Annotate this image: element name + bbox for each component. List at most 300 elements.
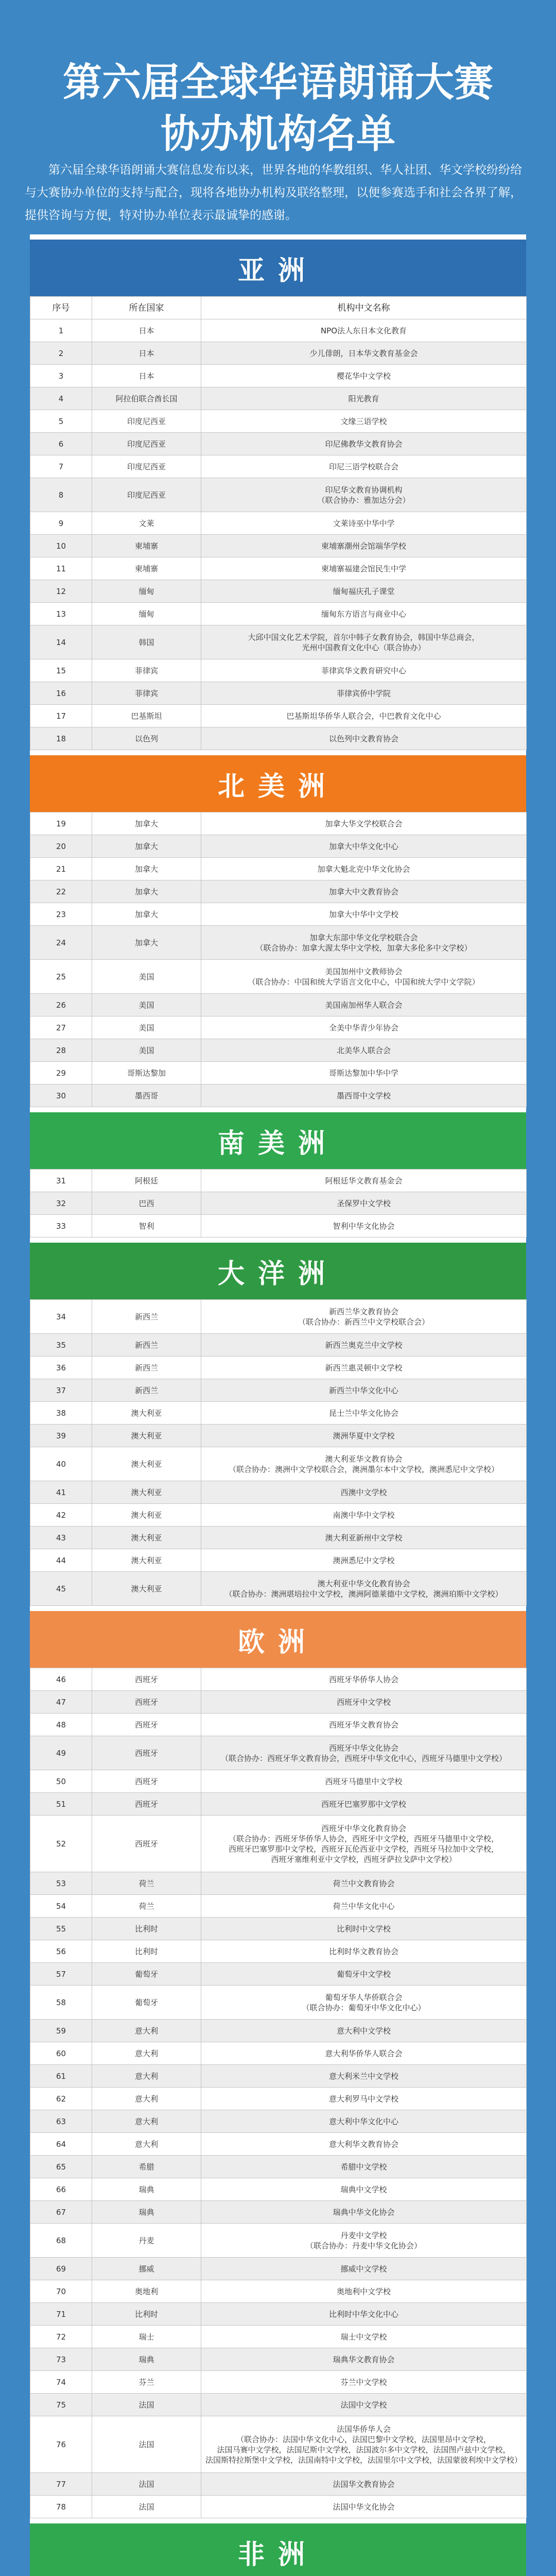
row-number: 50 xyxy=(30,1770,92,1793)
row-organization: 菲律宾侨中学院 xyxy=(201,682,527,705)
table-row xyxy=(30,2280,527,2303)
table-row xyxy=(30,2473,527,2496)
organization-table xyxy=(30,812,527,1107)
row-organization: 缅甸东方语言与商业中心 xyxy=(201,603,527,625)
region-header: 非洲 xyxy=(30,2518,526,2576)
row-organization: 比利时中华文化中心 xyxy=(201,2303,527,2326)
table-row xyxy=(30,1425,527,1447)
row-organization: 柬埔寨潮州会馆端华学校 xyxy=(201,535,527,557)
row-organization: 印尼三语学校联合会 xyxy=(201,455,527,478)
row-number: 33 xyxy=(30,1215,92,1238)
row-organization: 新西兰惠灵顿中文学校 xyxy=(201,1357,527,1379)
row-organization: 澳大利亚新州中文学校 xyxy=(201,1527,527,1549)
row-organization: 西班牙中文学校 xyxy=(201,1691,527,1714)
row-number: 62 xyxy=(30,2088,92,2110)
table-row xyxy=(30,705,527,727)
row-number: 77 xyxy=(30,2473,92,2496)
row-number: 22 xyxy=(30,880,92,903)
header-organization: 机构中文名称 xyxy=(201,297,527,319)
table-row xyxy=(30,1895,527,1918)
row-organization: 印尼佛教华文教育协会 xyxy=(201,433,527,455)
row-country: 加拿大 xyxy=(92,880,201,903)
row-number: 34 xyxy=(30,1300,92,1334)
table-row xyxy=(30,727,527,750)
row-number: 16 xyxy=(30,682,92,705)
row-organization: 芬兰中文学校 xyxy=(201,2371,527,2394)
row-organization: 新西兰中华文化中心 xyxy=(201,1379,527,1402)
row-country: 柬埔寨 xyxy=(92,535,201,557)
table-row xyxy=(30,625,527,659)
row-organization: 智利中华文化协会 xyxy=(201,1215,527,1238)
row-country: 意大利 xyxy=(92,2065,201,2088)
row-country: 加拿大 xyxy=(92,926,201,960)
row-organization: 意大利华文教育协会 xyxy=(201,2133,527,2156)
row-country: 印度尼西亚 xyxy=(92,433,201,455)
row-country: 意大利 xyxy=(92,2133,201,2156)
row-country: 瑞典 xyxy=(92,2348,201,2371)
row-country: 澳大利亚 xyxy=(92,1425,201,1447)
row-number: 69 xyxy=(30,2258,92,2280)
row-country: 加拿大 xyxy=(92,858,201,880)
table-row xyxy=(30,1668,527,1691)
row-country: 比利时 xyxy=(92,1940,201,1963)
row-country: 澳大利亚 xyxy=(92,1481,201,1504)
table-row xyxy=(30,535,527,557)
table-row xyxy=(30,1192,527,1215)
row-organization: 墨西哥中文学校 xyxy=(201,1084,527,1107)
table-row xyxy=(30,2020,527,2042)
row-country: 墨西哥 xyxy=(92,1084,201,1107)
row-number: 37 xyxy=(30,1379,92,1402)
table-row xyxy=(30,2371,527,2394)
table-row xyxy=(30,2496,527,2518)
row-country: 法国 xyxy=(92,2416,201,2473)
row-organization: 南澳中华中文学校 xyxy=(201,1504,527,1527)
row-number: 56 xyxy=(30,1940,92,1963)
table-row xyxy=(30,433,527,455)
table-row xyxy=(30,580,527,603)
row-country: 柬埔寨 xyxy=(92,557,201,580)
row-number: 55 xyxy=(30,1918,92,1940)
row-organization: 法国中文学校 xyxy=(201,2394,527,2416)
row-country: 意大利 xyxy=(92,2042,201,2065)
row-organization: 昆士兰中华文化协会 xyxy=(201,1402,527,1425)
row-country: 缅甸 xyxy=(92,580,201,603)
row-country: 新西兰 xyxy=(92,1334,201,1357)
row-number: 35 xyxy=(30,1334,92,1357)
row-number: 42 xyxy=(30,1504,92,1527)
row-organization: 加拿大中华文化中心 xyxy=(201,835,527,858)
row-organization: 全美中华青少年协会 xyxy=(201,1016,527,1039)
table-row xyxy=(30,2088,527,2110)
row-country: 阿拉伯联合酋长国 xyxy=(92,387,201,410)
table-row xyxy=(30,2258,527,2280)
row-number: 36 xyxy=(30,1357,92,1379)
row-number: 31 xyxy=(30,1170,92,1192)
row-organization: 西班牙华侨华人协会 xyxy=(201,1668,527,1691)
table-row xyxy=(30,858,527,880)
row-number: 12 xyxy=(30,580,92,603)
row-country: 澳大利亚 xyxy=(92,1549,201,1572)
row-organization: 瑞典华文教育协会 xyxy=(201,2348,527,2371)
organization-list xyxy=(30,234,526,2576)
row-country: 哥斯达黎加 xyxy=(92,1062,201,1084)
row-country: 阿根廷 xyxy=(92,1170,201,1192)
row-number: 40 xyxy=(30,1447,92,1481)
row-organization: 意大利米兰中文学校 xyxy=(201,2065,527,2088)
row-number: 11 xyxy=(30,557,92,580)
row-organization: 少儿俳朗，日本华文教育基金会 xyxy=(201,342,527,365)
organization-table xyxy=(30,296,527,750)
row-number: 72 xyxy=(30,2326,92,2348)
table-row xyxy=(30,2133,527,2156)
table-row xyxy=(30,2303,527,2326)
table-row xyxy=(30,1816,527,1872)
table-row xyxy=(30,880,527,903)
row-country: 美国 xyxy=(92,1039,201,1062)
row-country: 西班牙 xyxy=(92,1736,201,1770)
row-number: 14 xyxy=(30,625,92,659)
row-number: 32 xyxy=(30,1192,92,1215)
row-number: 25 xyxy=(30,960,92,994)
table-row xyxy=(30,1714,527,1736)
row-country: 新西兰 xyxy=(92,1357,201,1379)
row-organization: 意大利华侨华人联合会 xyxy=(201,2042,527,2065)
row-organization: 澳大利亚中华文化教育协会 （联合协办：澳洲堪培拉中文学校，澳洲阿德莱德中文学校，澳洲珀斯中文学校） xyxy=(201,1572,527,1606)
row-organization: 瑞士中文学校 xyxy=(201,2326,527,2348)
row-number: 44 xyxy=(30,1549,92,1572)
row-country: 美国 xyxy=(92,1016,201,1039)
row-country: 意大利 xyxy=(92,2088,201,2110)
row-number: 59 xyxy=(30,2020,92,2042)
table-row xyxy=(30,319,527,342)
row-organization: 新西兰奥克兰中文学校 xyxy=(201,1334,527,1357)
table-row xyxy=(30,1770,527,1793)
row-organization: 加拿大东部中华文化学校联合会 （联合协办：加拿大渥太华中文学校，加拿大多伦多中文学校） xyxy=(201,926,527,960)
table-row xyxy=(30,1793,527,1816)
table-row xyxy=(30,387,527,410)
title-line-2: 协办机构名单 xyxy=(161,111,395,157)
table-row xyxy=(30,2416,527,2473)
row-number: 66 xyxy=(30,2178,92,2201)
row-organization: 圣保罗中文学校 xyxy=(201,1192,527,1215)
row-country: 智利 xyxy=(92,1215,201,1238)
table-row xyxy=(30,2110,527,2133)
row-country: 韩国 xyxy=(92,625,201,659)
row-number: 49 xyxy=(30,1736,92,1770)
row-country: 澳大利亚 xyxy=(92,1402,201,1425)
row-organization: 瑞典中华文化协会 xyxy=(201,2201,527,2224)
table-row xyxy=(30,2348,527,2371)
table-row xyxy=(30,812,527,835)
row-organization: 美国加州中文教师协会 （联合协办：中国和统大学语言文化中心，中国和统大学中文学院） xyxy=(201,960,527,994)
table-row xyxy=(30,365,527,387)
table-row xyxy=(30,1527,527,1549)
row-organization: 文莱诗巫中华中学 xyxy=(201,512,527,535)
row-country: 印度尼西亚 xyxy=(92,455,201,478)
table-row xyxy=(30,455,527,478)
row-organization: 瑞典中文学校 xyxy=(201,2178,527,2201)
table-row xyxy=(30,1379,527,1402)
table-row xyxy=(30,1940,527,1963)
row-country: 西班牙 xyxy=(92,1714,201,1736)
row-country: 加拿大 xyxy=(92,903,201,926)
row-country: 瑞典 xyxy=(92,2178,201,2201)
table-row xyxy=(30,2065,527,2088)
row-number: 60 xyxy=(30,2042,92,2065)
table-row xyxy=(30,1447,527,1481)
table-row xyxy=(30,1504,527,1527)
table-header-row xyxy=(30,297,527,319)
table-row xyxy=(30,1357,527,1379)
table-row xyxy=(30,1039,527,1062)
row-number: 74 xyxy=(30,2371,92,2394)
row-number: 27 xyxy=(30,1016,92,1039)
row-organization: 阳光教育 xyxy=(201,387,527,410)
row-organization: 以色列中文教育协会 xyxy=(201,727,527,750)
table-row xyxy=(30,1691,527,1714)
row-number: 28 xyxy=(30,1039,92,1062)
row-number: 58 xyxy=(30,1986,92,2020)
row-organization: 比利时华文教育协会 xyxy=(201,1940,527,1963)
row-organization: 挪威中文学校 xyxy=(201,2258,527,2280)
row-country: 印度尼西亚 xyxy=(92,478,201,512)
row-country: 西班牙 xyxy=(92,1793,201,1816)
intro-paragraph: 第六届全球华语朗诵大赛信息发布以来，世界各地的华教组织、华人社团、华文学校纷纷给与大赛协办单位的支持与配合，现将各地协办机构及联络整理，以便参赛选手和社会各界了解，提供咨询与方便，特对协办单位表示最诚挚的感谢。 xyxy=(25,163,522,222)
row-country: 巴基斯坦 xyxy=(92,705,201,727)
row-country: 缅甸 xyxy=(92,603,201,625)
row-number: 53 xyxy=(30,1872,92,1895)
organization-table xyxy=(30,1169,527,1238)
row-number: 52 xyxy=(30,1816,92,1872)
row-country: 荷兰 xyxy=(92,1872,201,1895)
row-number: 2 xyxy=(30,342,92,365)
table-row xyxy=(30,2042,527,2065)
row-country: 比利时 xyxy=(92,2303,201,2326)
row-organization: 希腊中文学校 xyxy=(201,2156,527,2178)
row-country: 澳大利亚 xyxy=(92,1447,201,1481)
table-row xyxy=(30,1872,527,1895)
row-country: 葡萄牙 xyxy=(92,1963,201,1986)
row-country: 意大利 xyxy=(92,2110,201,2133)
row-organization: 加拿大中文教育协会 xyxy=(201,880,527,903)
row-organization: 美国南加州华人联合会 xyxy=(201,994,527,1016)
row-number: 24 xyxy=(30,926,92,960)
row-number: 3 xyxy=(30,365,92,387)
row-number: 47 xyxy=(30,1691,92,1714)
row-country: 荷兰 xyxy=(92,1895,201,1918)
row-number: 73 xyxy=(30,2348,92,2371)
row-country: 挪威 xyxy=(92,2258,201,2280)
table-row xyxy=(30,2224,527,2258)
row-organization: 新西兰华文教育协会 （联合协办：新西兰中文学校联合会） xyxy=(201,1300,527,1334)
table-row xyxy=(30,682,527,705)
row-number: 39 xyxy=(30,1425,92,1447)
region-header: 欧洲 xyxy=(30,1606,526,1668)
table-row xyxy=(30,1215,527,1238)
table-row xyxy=(30,2156,527,2178)
row-organization: 西班牙巴塞罗那中文学校 xyxy=(201,1793,527,1816)
row-country: 加拿大 xyxy=(92,835,201,858)
row-country: 西班牙 xyxy=(92,1770,201,1793)
table-row xyxy=(30,1963,527,1986)
row-number: 21 xyxy=(30,858,92,880)
row-organization: 文缘三语学校 xyxy=(201,410,527,433)
row-organization: 阿根廷华文教育基金会 xyxy=(201,1170,527,1192)
row-organization: 西班牙华文教育协会 xyxy=(201,1714,527,1736)
table-row xyxy=(30,1402,527,1425)
row-number: 20 xyxy=(30,835,92,858)
region-header: 大洋洲 xyxy=(30,1238,526,1299)
row-organization: 印尼华文教育协调机构 （联合协办：雅加达分会） xyxy=(201,478,527,512)
table-row xyxy=(30,1334,527,1357)
row-organization: 法国华文教育协会 xyxy=(201,2473,527,2496)
row-country: 印度尼西亚 xyxy=(92,410,201,433)
table-row xyxy=(30,1170,527,1192)
table-row xyxy=(30,342,527,365)
table-row xyxy=(30,659,527,682)
row-country: 芬兰 xyxy=(92,2371,201,2394)
row-country: 法国 xyxy=(92,2394,201,2416)
table-row xyxy=(30,2326,527,2348)
row-number: 45 xyxy=(30,1572,92,1606)
row-country: 日本 xyxy=(92,319,201,342)
row-number: 4 xyxy=(30,387,92,410)
row-country: 加拿大 xyxy=(92,812,201,835)
table-row xyxy=(30,1062,527,1084)
row-organization: 北美华人联合会 xyxy=(201,1039,527,1062)
row-country: 意大利 xyxy=(92,2020,201,2042)
row-country: 菲律宾 xyxy=(92,682,201,705)
row-number: 26 xyxy=(30,994,92,1016)
row-number: 17 xyxy=(30,705,92,727)
table-row xyxy=(30,1084,527,1107)
row-country: 瑞士 xyxy=(92,2326,201,2348)
row-country: 巴西 xyxy=(92,1192,201,1215)
row-number: 13 xyxy=(30,603,92,625)
table-row xyxy=(30,1572,527,1606)
row-number: 43 xyxy=(30,1527,92,1549)
row-number: 30 xyxy=(30,1084,92,1107)
row-number: 6 xyxy=(30,433,92,455)
header-country: 所在国家 xyxy=(92,297,201,319)
table-row xyxy=(30,512,527,535)
row-country: 法国 xyxy=(92,2496,201,2518)
table-row xyxy=(30,1549,527,1572)
table-row xyxy=(30,603,527,625)
table-row xyxy=(30,1016,527,1039)
row-country: 葡萄牙 xyxy=(92,1986,201,2020)
table-row xyxy=(30,1300,527,1334)
row-number: 46 xyxy=(30,1668,92,1691)
row-country: 希腊 xyxy=(92,2156,201,2178)
row-organization: 葡萄牙中文学校 xyxy=(201,1963,527,1986)
table-row xyxy=(30,410,527,433)
row-country: 西班牙 xyxy=(92,1668,201,1691)
organization-table xyxy=(30,1668,527,2518)
row-country: 文莱 xyxy=(92,512,201,535)
row-organization: 丹麦中文学校 （联合协办：丹麦中华文化协会） xyxy=(201,2224,527,2258)
row-country: 日本 xyxy=(92,365,201,387)
row-number: 38 xyxy=(30,1402,92,1425)
row-number: 23 xyxy=(30,903,92,926)
row-country: 瑞典 xyxy=(92,2201,201,2224)
organization-table xyxy=(30,1299,527,1606)
table-row xyxy=(30,835,527,858)
row-organization: 意大利中华文化中心 xyxy=(201,2110,527,2133)
row-country: 澳大利亚 xyxy=(92,1527,201,1549)
row-organization: 西澳中文学校 xyxy=(201,1481,527,1504)
row-country: 日本 xyxy=(92,342,201,365)
row-number: 19 xyxy=(30,812,92,835)
row-number: 18 xyxy=(30,727,92,750)
row-organization: 西班牙中华文化教育协会 （联合协办：西班牙华侨华人协会，西班牙中文学校，西班牙马德里中文学校， 西班牙巴塞罗那中文学校，西班牙瓦伦西亚中文学校，西班牙马拉加中文学校， 西班牙塞维利亚中文学校，西班牙萨拉戈萨中文学校） xyxy=(201,1816,527,1872)
row-organization: 意大利罗马中文学校 xyxy=(201,2088,527,2110)
row-organization: 缅甸福庆孔子课堂 xyxy=(201,580,527,603)
row-number: 76 xyxy=(30,2416,92,2473)
row-number: 29 xyxy=(30,1062,92,1084)
row-country: 西班牙 xyxy=(92,1691,201,1714)
row-number: 78 xyxy=(30,2496,92,2518)
row-organization: 西班牙马德里中文学校 xyxy=(201,1770,527,1793)
row-country: 澳大利亚 xyxy=(92,1504,201,1527)
row-number: 57 xyxy=(30,1963,92,1986)
row-number: 63 xyxy=(30,2110,92,2133)
table-row xyxy=(30,2394,527,2416)
row-country: 新西兰 xyxy=(92,1300,201,1334)
row-organization: 樱花华中文学校 xyxy=(201,365,527,387)
row-organization: 荷兰中华文化中心 xyxy=(201,1895,527,1918)
row-organization: NPO法人东日本文化教育 xyxy=(201,319,527,342)
row-organization: 哥斯达黎加中华中学 xyxy=(201,1062,527,1084)
table-row xyxy=(30,994,527,1016)
row-number: 10 xyxy=(30,535,92,557)
table-row xyxy=(30,903,527,926)
row-organization: 澳洲华夏中文学校 xyxy=(201,1425,527,1447)
table-row xyxy=(30,1918,527,1940)
row-organization: 法国华侨华人会 （联合协办：法国中华文化中心，法国巴黎中文学校，法国里昂中文学校， 法国马赛中文学校，法国尼斯中文学校，法国波尔多中文学校，法国图卢兹中文学校， 法国斯特拉斯堡中文学校，法国南特中文学校，法国里尔中文学校，法国蒙彼利埃中文学校） xyxy=(201,2416,527,2473)
row-country: 法国 xyxy=(92,2473,201,2496)
row-number: 5 xyxy=(30,410,92,433)
row-number: 54 xyxy=(30,1895,92,1918)
row-country: 比利时 xyxy=(92,1918,201,1940)
row-organization: 巴基斯坦华侨华人联合会，中巴教育文化中心 xyxy=(201,705,527,727)
row-number: 61 xyxy=(30,2065,92,2088)
title-line-1: 第六届全球华语朗诵大赛 xyxy=(63,59,493,105)
row-number: 41 xyxy=(30,1481,92,1504)
row-number: 1 xyxy=(30,319,92,342)
page-title xyxy=(0,57,556,160)
row-country: 丹麦 xyxy=(92,2224,201,2258)
row-organization: 加拿大华文学校联合会 xyxy=(201,812,527,835)
row-country: 以色列 xyxy=(92,727,201,750)
table-row xyxy=(30,960,527,994)
row-organization: 加拿大魁北克中华文化协会 xyxy=(201,858,527,880)
row-number: 68 xyxy=(30,2224,92,2258)
table-row xyxy=(30,926,527,960)
row-organization: 奥地利中文学校 xyxy=(201,2280,527,2303)
row-number: 65 xyxy=(30,2156,92,2178)
table-row xyxy=(30,2178,527,2201)
row-organization: 澳大利亚华文教育协会 （联合协办：澳洲中文学校联合会，澳洲墨尔本中文学校，澳洲悉尼中文学校） xyxy=(201,1447,527,1481)
header-number: 序号 xyxy=(30,297,92,319)
row-organization: 菲律宾华文教育研究中心 xyxy=(201,659,527,682)
row-organization: 加拿大中华中文学校 xyxy=(201,903,527,926)
row-organization: 比利时中文学校 xyxy=(201,1918,527,1940)
row-organization: 柬埔寨福建会馆民生中学 xyxy=(201,557,527,580)
region-header: 北美洲 xyxy=(30,750,526,812)
row-country: 澳大利亚 xyxy=(92,1572,201,1606)
